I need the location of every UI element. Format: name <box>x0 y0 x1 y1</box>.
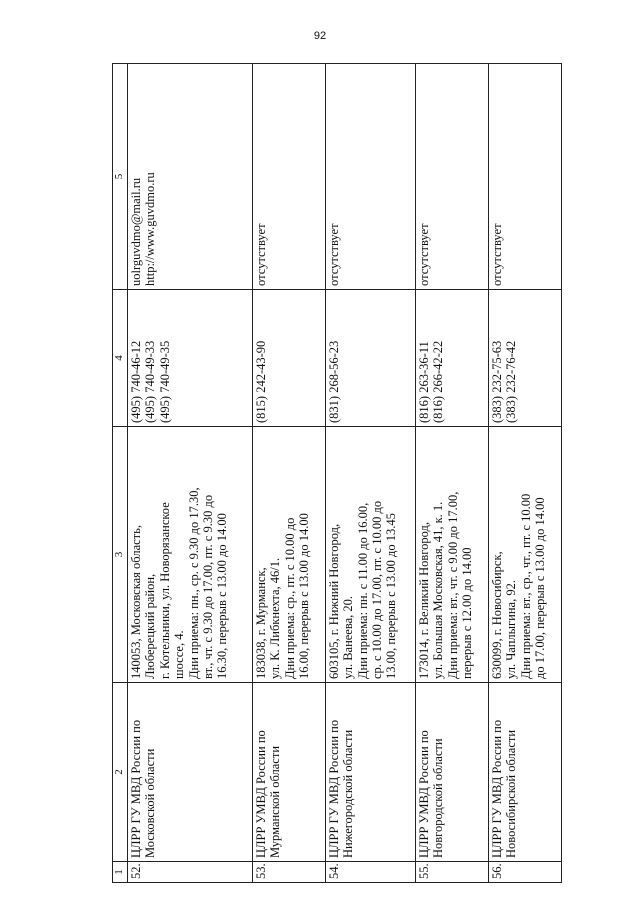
address-line: 16.00, перерыв с 13.00 до 14.00 <box>297 513 312 679</box>
organization-line: ЦЛРР УМВД России по <box>417 730 432 858</box>
address-line: Дни приема: вт., ср., чт., пт. с 10.00 <box>518 493 533 679</box>
address-line: 173014, г. Великий Новгород, <box>417 522 432 679</box>
phone-cell <box>416 290 489 427</box>
row-number: 53. <box>252 862 325 883</box>
contact-cell <box>489 64 562 290</box>
contact-line: отсутствует <box>490 223 505 286</box>
address-line: до 17.00, перерыв с 13.00 до 14.00 <box>533 497 548 679</box>
contact-cell <box>252 64 325 290</box>
rotated-table <box>112 63 562 883</box>
header-col-3: 3 <box>113 427 128 683</box>
organization-line: Мурманской области <box>268 745 283 858</box>
organization-cell <box>489 683 562 862</box>
address-line: 603105, г. Нижний Новгород, <box>326 523 341 679</box>
phone-line: (383) 232-75-63 <box>490 340 505 423</box>
row-number: 54. <box>325 862 415 883</box>
organization-line: ЦЛРР ГУ МВД России по <box>326 719 341 858</box>
address-line: Дни приема: пн. с 11.00 до 16.00, <box>355 502 370 679</box>
address-cell <box>252 427 325 683</box>
phone-cell <box>128 290 253 427</box>
phone-cell <box>325 290 415 427</box>
contact-line: отсутствует <box>326 223 341 286</box>
organization-cell <box>128 683 253 862</box>
table-body <box>128 64 562 883</box>
address-line: г. Котельники, ул. Новорязанское <box>157 502 172 679</box>
organization-cell <box>325 683 415 862</box>
address-line: шоссе, 4. <box>172 630 187 679</box>
address-cell <box>128 427 253 683</box>
address-line: 183038, г. Мурманск, <box>253 567 268 679</box>
header-col-2: 2 <box>113 683 128 862</box>
organization-line: Московской области <box>143 748 158 858</box>
phone-line: (383) 232-76-42 <box>504 340 519 423</box>
address-line: 16.30, перерыв с 13.00 до 14.00 <box>215 513 230 679</box>
address-line: ср. с 10.00 до 17.00, пт. с 10.00 до <box>369 500 384 679</box>
table-row <box>489 64 562 883</box>
address-line: 630099, г. Новосибирск, <box>490 551 505 679</box>
contact-cell <box>416 64 489 290</box>
address-line: ул. Ванеева, 20. <box>341 595 356 679</box>
organization-line: Новосибирской области <box>504 729 519 858</box>
phone-line: (495) 740-49-35 <box>157 340 172 423</box>
table-header-row <box>113 64 128 883</box>
contact-cell <box>128 64 253 290</box>
address-line: Люберецкий район, <box>143 573 158 679</box>
address-line: ул. К. Либкнехта, 46/1. <box>268 557 283 679</box>
phone-line: (495) 740-46-12 <box>129 340 143 423</box>
address-line: ул. Чаплыгина, 92. <box>504 580 519 679</box>
phone-line: (815) 242-43-90 <box>253 340 268 423</box>
table-row <box>128 64 253 883</box>
address-line: Дни приема: вт., чт. с 9.00 до 17.00, <box>445 491 460 679</box>
organization-line: ЦЛРР ГУ МВД России по <box>129 719 143 858</box>
organization-line: Новгородской области <box>431 738 446 858</box>
phone-line: (831) 268-56-23 <box>326 340 341 423</box>
organization-line: Нижегородской области <box>341 729 356 858</box>
table-row <box>325 64 415 883</box>
header-col-5: 5 <box>113 64 128 290</box>
organization-cell <box>252 683 325 862</box>
directory-table <box>112 63 562 883</box>
address-cell <box>489 427 562 683</box>
row-number: 56. <box>489 862 562 883</box>
address-cell <box>416 427 489 683</box>
table-frame <box>112 63 562 883</box>
header-col-4: 4 <box>113 290 128 427</box>
table-row <box>252 64 325 883</box>
phone-cell <box>252 290 325 427</box>
contact-line: отсутствует <box>253 223 268 286</box>
phone-line: (495) 740-49-33 <box>143 340 158 423</box>
contact-line: http://www.guvdmo.ru <box>143 172 158 286</box>
organization-line: ЦЛРР ГУ МВД России по <box>490 719 505 858</box>
table-row <box>416 64 489 883</box>
row-number: 55. <box>416 862 489 883</box>
page-number: 92 <box>313 30 327 42</box>
address-cell <box>325 427 415 683</box>
address-line: перерыв с 12.00 до 14.00 <box>460 547 475 679</box>
address-line: ул. Большая Московская, 41, к. 1. <box>431 501 446 679</box>
phone-line: (816) 266-42-22 <box>431 340 446 423</box>
contact-line: отсутствует <box>417 223 432 286</box>
address-line: 140053, Московская область, <box>129 525 143 679</box>
organization-line: ЦЛРР УМВД России по <box>253 730 268 858</box>
address-line: Дни приема: ср., пт. с 10.00 до <box>282 517 297 679</box>
organization-cell <box>416 683 489 862</box>
address-line: вт., чт. с 9.30 до 17.00, пт. с 9.30 до <box>200 494 215 679</box>
contact-cell <box>325 64 415 290</box>
phone-cell <box>489 290 562 427</box>
phone-line: (816) 263-36-11 <box>417 341 432 423</box>
address-line: Дни приема: пн., ср. с 9.30 до 17.30, <box>186 487 201 679</box>
contact-line: uolrguvdmo@mail.ru <box>129 177 143 286</box>
address-line: 13.00, перерыв с 13.00 до 13.45 <box>384 513 399 679</box>
header-col-1: 1 <box>113 862 128 883</box>
row-number: 52. <box>128 862 253 883</box>
